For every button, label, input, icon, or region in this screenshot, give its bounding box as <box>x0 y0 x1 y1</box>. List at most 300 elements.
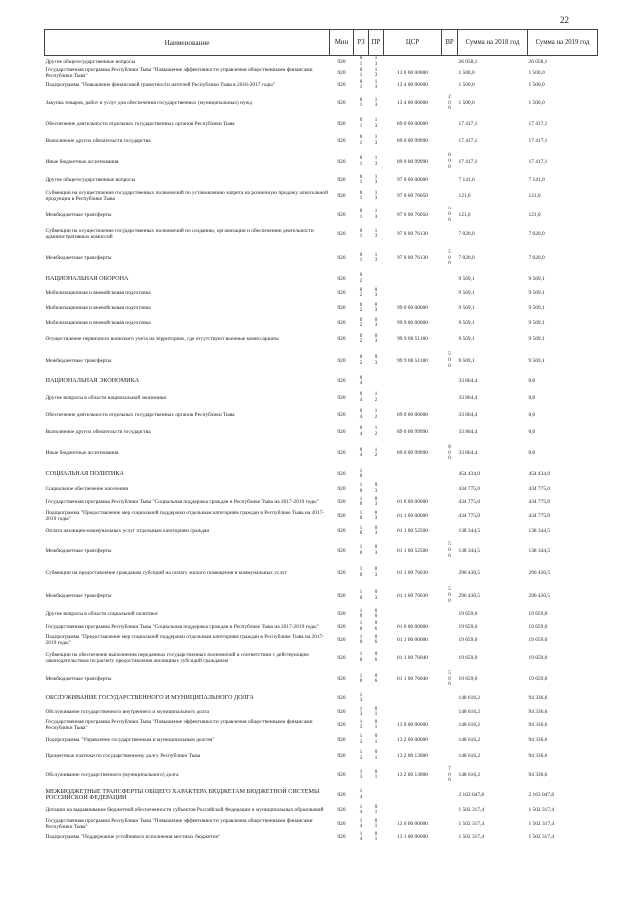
cell-sum-2019: 9 569,1 <box>528 320 545 327</box>
table-row <box>45 91 598 115</box>
cell-min: 920 <box>337 378 346 385</box>
cell-name: Дотации на выравнивание бюджетной обеспеченности субъектов Российской Федерации и муниципальных образований <box>45 807 324 814</box>
cell-pr-value: 0 6 <box>374 652 378 663</box>
cell-vr <box>442 423 458 440</box>
cell-name: Другие вопросы в области национальной экономики <box>45 394 167 401</box>
cell-min: 920 <box>337 305 346 312</box>
cell-rz <box>354 423 369 440</box>
cell-sum-2018: 148 616,2 <box>458 736 481 743</box>
cell-sum-2018: 33 864,4 <box>458 428 478 435</box>
table-row <box>45 803 598 817</box>
cell-vr <box>442 206 458 223</box>
cell-rz <box>354 764 369 786</box>
table-row <box>45 174 598 186</box>
cell-vr <box>442 482 458 495</box>
cell-vr-value: 8 0 0 <box>448 444 451 462</box>
cell-csr <box>384 286 442 300</box>
cell-sum-2018: 2 163 047,8 <box>458 791 485 798</box>
cell-vr <box>442 286 458 300</box>
cell-sum-2019: 0,0 <box>528 428 536 435</box>
table-row <box>45 286 598 300</box>
cell-sum-2019: 17 417,1 <box>528 137 548 144</box>
cell-sum-2019: 0,0 <box>528 394 536 401</box>
cell-vr <box>442 174 458 186</box>
cell-csr: 01 1 00 00000 <box>397 637 428 644</box>
cell-rz <box>354 348 369 373</box>
cell-min: 920 <box>337 695 346 702</box>
cell-name: Осуществление первичного воинского учета на территориях, где отсутствуют военные комиссариаты <box>45 336 279 343</box>
cell-pr-value: 0 3 <box>374 302 378 314</box>
cell-min: 920 <box>337 499 346 506</box>
cell-csr: 89 0 00 99990 <box>397 158 428 165</box>
cell-rz-value: 1 4 <box>359 789 363 800</box>
cell-min: 920 <box>337 709 346 716</box>
cell-pr <box>369 186 384 206</box>
cell-vr <box>442 389 458 406</box>
table-row <box>45 348 598 373</box>
cell-rz-value: 1 3 <box>359 719 363 731</box>
cell-min: 920 <box>337 676 346 683</box>
cell-pr-value: 0 1 <box>374 734 378 745</box>
cell-rz-value: 0 1 <box>359 174 363 186</box>
cell-pr <box>369 91 384 115</box>
cell-min: 920 <box>337 177 346 184</box>
cell-rz <box>354 330 369 348</box>
cell-name: Подпрограмма "Управление государственным и муниципальным долгом" <box>45 736 215 743</box>
cell-rz-value: 1 4 <box>359 804 363 816</box>
header-min: Мин <box>330 30 354 56</box>
cell-sum-2019: 9 569,1 <box>528 336 545 343</box>
cell-pr <box>369 206 384 223</box>
cell-csr <box>384 803 442 817</box>
cell-sum-2018: 9 569,1 <box>458 357 475 364</box>
cell-rz-value: 0 2 <box>359 317 363 329</box>
table-row <box>45 79 598 91</box>
cell-min: 920 <box>337 320 346 327</box>
cell-csr: 01 0 00 00000 <box>397 499 428 506</box>
cell-rz <box>354 803 369 817</box>
cell-pr <box>369 539 384 562</box>
header-rz: РЗ <box>354 30 369 56</box>
cell-min: 920 <box>337 513 346 520</box>
cell-sum-2018: 19 659,0 <box>458 637 478 644</box>
cell-pr-value: 1 3 <box>374 79 378 91</box>
cell-sum-2019: 26 058,1 <box>528 58 548 65</box>
cell-csr <box>384 690 442 706</box>
cell-name: Выполнение других обязательств государства <box>45 428 151 435</box>
cell-csr: 01 0 00 00000 <box>397 623 428 630</box>
cell-sum-2018: 148 616,2 <box>458 752 481 759</box>
cell-min: 920 <box>337 158 346 165</box>
table-row <box>45 316 598 330</box>
header-sum-2019: Сумма на 2019 год <box>528 30 598 56</box>
cell-name: Обслуживание государственного внутреннего и муниципального долга <box>45 709 210 716</box>
cell-vr <box>442 67 458 79</box>
cell-pr <box>369 300 384 316</box>
cell-csr: 89 0 00 99990 <box>397 137 428 144</box>
cell-rz <box>354 223 369 245</box>
cell-min: 920 <box>337 255 346 262</box>
cell-csr: 01 1 00 76040 <box>397 676 428 683</box>
cell-min: 920 <box>337 231 346 238</box>
cell-sum-2019: 94 336,6 <box>528 722 548 729</box>
table-row <box>45 583 598 608</box>
cell-csr: 01 1 00 52500 <box>397 528 428 535</box>
cell-rz <box>354 245 369 271</box>
cell-sum-2018: 148 616,2 <box>458 722 481 729</box>
cell-rz <box>354 620 369 633</box>
cell-pr <box>369 56 384 68</box>
cell-pr-value: 0 3 <box>374 496 378 508</box>
cell-pr-value: 1 3 <box>374 56 378 67</box>
cell-rz <box>354 718 369 732</box>
cell-rz <box>354 132 369 149</box>
cell-vr-value: 5 0 0 <box>448 670 451 688</box>
cell-sum-2018: 1 502 317,4 <box>458 834 485 841</box>
cell-rz-value: 1 3 <box>359 734 363 745</box>
cell-pr <box>369 223 384 245</box>
cell-vr <box>442 732 458 747</box>
cell-vr <box>442 149 458 174</box>
cell-pr-value: 1 3 <box>374 156 378 167</box>
cell-csr: 97 0 00 76130 <box>397 231 428 238</box>
cell-vr <box>442 132 458 149</box>
cell-name: Межбюджетные трансферты <box>45 676 112 683</box>
cell-pr <box>369 647 384 668</box>
cell-csr: 97 0 00 00000 <box>397 177 428 184</box>
cell-sum-2019: 2 163 047,8 <box>528 791 555 798</box>
cell-pr <box>369 423 384 440</box>
cell-sum-2018: 148 616,2 <box>458 695 481 702</box>
cell-rz-value: 0 2 <box>359 355 363 366</box>
cell-sum-2019: 19 659,0 <box>528 623 548 630</box>
cell-sum-2018: 33 864,4 <box>458 394 478 401</box>
cell-rz <box>354 271 369 286</box>
cell-pr-value: 0 3 <box>374 525 378 537</box>
cell-rz <box>354 206 369 223</box>
cell-sum-2018: 148 616,2 <box>458 772 481 779</box>
cell-sum-2018: 434 775,0 <box>458 485 481 492</box>
header-pr: ПР <box>369 30 384 56</box>
cell-sum-2019: 19 659,0 <box>528 676 548 683</box>
cell-csr: 01 1 00 00000 <box>397 513 428 520</box>
cell-min: 920 <box>337 752 346 759</box>
cell-pr-value: 0 1 <box>374 769 378 781</box>
cell-rz-value: 0 1 <box>359 252 363 264</box>
cell-sum-2019: 1 502 317,4 <box>528 807 555 814</box>
cell-sum-2018: 138 344,5 <box>458 528 481 535</box>
cell-rz-value: 1 3 <box>359 706 363 718</box>
cell-pr <box>369 718 384 732</box>
cell-csr: 89 0 00 00000 <box>397 411 428 418</box>
cell-vr <box>442 91 458 115</box>
cell-vr <box>442 523 458 539</box>
cell-pr-value: 0 3 <box>374 567 378 578</box>
cell-vr <box>442 245 458 271</box>
cell-pr-value: 0 1 <box>374 750 378 761</box>
table-header-row <box>45 30 598 56</box>
table-row <box>45 668 598 690</box>
cell-pr-value: 1 3 <box>374 209 378 220</box>
cell-sum-2019: 17 417,1 <box>528 120 548 127</box>
cell-vr-value: 7 0 0 <box>448 766 451 784</box>
cell-pr <box>369 764 384 786</box>
cell-rz-value: 0 1 <box>359 118 363 129</box>
cell-csr: 99 9 00 51180 <box>397 336 428 343</box>
cell-sum-2018: 9 569,1 <box>458 336 475 343</box>
page-number: 22 <box>560 15 569 25</box>
table-row <box>45 764 598 786</box>
cell-sum-2019: 0,0 <box>528 411 536 418</box>
cell-rz <box>354 56 369 68</box>
cell-rz-value: 0 4 <box>359 426 363 437</box>
cell-sum-2019: 17 417,1 <box>528 158 548 165</box>
table-row <box>45 706 598 718</box>
cell-min: 920 <box>337 428 346 435</box>
cell-min: 920 <box>337 547 346 554</box>
cell-sum-2018: 9 569,1 <box>458 290 475 297</box>
cell-name: ОБСЛУЖИВАНИЕ ГОСУДАРСТВЕННОГО И МУНИЦИПАЛЬНОГО ДОЛГА <box>45 694 254 702</box>
table-row <box>45 523 598 539</box>
cell-csr: 97 0 00 76050 <box>397 211 428 218</box>
cell-sum-2018: 7 141,0 <box>458 177 475 184</box>
cell-rz-value: 0 2 <box>359 302 363 314</box>
cell-name: Подпрограмма "Поддержание устойчивого исполнения местных бюджетов" <box>45 834 221 841</box>
cell-rz-value: 1 0 <box>359 608 363 620</box>
cell-name: Государственная программа Республики Тыва "Повышение эффективности управления общественными финансами Республики Тыва" <box>45 67 313 80</box>
cell-pr-value: 0 1 <box>374 831 378 843</box>
cell-rz <box>354 300 369 316</box>
cell-sum-2018: 148 616,2 <box>458 709 481 716</box>
cell-min: 920 <box>337 722 346 729</box>
cell-vr <box>442 330 458 348</box>
cell-name: Субвенции на осуществление государственных полномочий по созданию, организации и обеспечению деятельности административных комиссий <box>45 228 314 241</box>
cell-csr <box>384 608 442 620</box>
cell-name: Мобилизационная и вневойсковая подготовка <box>45 305 151 312</box>
cell-pr-value: 1 2 <box>374 409 378 420</box>
cell-rz-value: 1 0 <box>359 468 363 480</box>
header-csr: ЦСР <box>384 30 442 56</box>
cell-pr <box>369 373 384 389</box>
table-row <box>45 132 598 149</box>
cell-sum-2019: 1 500,0 <box>528 82 545 89</box>
cell-min: 920 <box>337 471 346 478</box>
cell-sum-2019: 121,0 <box>528 211 541 218</box>
cell-rz-value: 0 1 <box>359 228 363 240</box>
cell-sum-2019: 19 659,0 <box>528 637 548 644</box>
cell-vr <box>442 764 458 786</box>
cell-sum-2019: 1 500,0 <box>528 100 545 107</box>
cell-min: 920 <box>337 290 346 297</box>
cell-name: Подпрограмма "Повышение финансовой грамотности жителей Республики Тыва в 2016-2017 годы" <box>45 82 275 89</box>
cell-sum-2018: 1 500,0 <box>458 100 475 107</box>
table-row <box>45 423 598 440</box>
cell-rz <box>354 608 369 620</box>
cell-sum-2018: 1 500,0 <box>458 70 475 77</box>
table-row <box>45 440 598 466</box>
cell-sum-2018: 1 502 317,4 <box>458 807 485 814</box>
cell-name: Иные бюджетные ассигнования <box>45 158 119 165</box>
cell-rz <box>354 149 369 174</box>
cell-vr <box>442 786 458 803</box>
table-row <box>45 539 598 562</box>
cell-csr: 99 9 00 00000 <box>397 320 428 327</box>
cell-rz <box>354 831 369 843</box>
cell-csr: 01 1 00 52500 <box>397 547 428 554</box>
cell-rz-value: 1 0 <box>359 496 363 508</box>
cell-vr <box>442 620 458 633</box>
cell-name: Подпрограмма "Предоставление мер социальной поддержки отдельным категориям граждан в Республике Тыва на 2017-2019 годы" <box>45 510 325 523</box>
cell-rz <box>354 732 369 747</box>
cell-name: НАЦИОНАЛЬНАЯ ЭКОНОМИКА <box>45 377 140 385</box>
cell-sum-2019: 94 336,6 <box>528 752 548 759</box>
cell-rz-value: 1 0 <box>359 590 363 601</box>
cell-pr-value: 1 3 <box>374 97 378 109</box>
cell-vr <box>442 115 458 132</box>
cell-rz <box>354 817 369 831</box>
cell-pr <box>369 732 384 747</box>
cell-min: 920 <box>337 58 346 65</box>
cell-pr-value: 1 3 <box>374 174 378 186</box>
cell-sum-2019: 1 500,0 <box>528 70 545 77</box>
cell-rz-value: 1 4 <box>359 831 363 843</box>
cell-sum-2018: 7 020,0 <box>458 255 475 262</box>
cell-rz <box>354 482 369 495</box>
cell-sum-2019: 94 336,6 <box>528 695 548 702</box>
cell-pr-value: 0 3 <box>374 510 378 522</box>
table-row <box>45 718 598 732</box>
cell-csr: 13 2 00 13000 <box>397 752 428 759</box>
table-row <box>45 389 598 406</box>
cell-rz <box>354 706 369 718</box>
cell-pr <box>369 747 384 764</box>
cell-rz <box>354 647 369 668</box>
cell-rz <box>354 79 369 91</box>
cell-min: 920 <box>337 654 346 661</box>
cell-rz <box>354 91 369 115</box>
cell-pr-value: 0 3 <box>374 590 378 601</box>
cell-name: Субвенции на обеспечение выполнения переданных государственных полномочий в соответствии с действующим законодательством по расчету предоставления жилищных субсидий гражданам <box>45 651 309 664</box>
table-row <box>45 406 598 423</box>
cell-min: 920 <box>337 623 346 630</box>
cell-min: 920 <box>337 70 346 77</box>
cell-rz-value: 0 1 <box>359 135 363 146</box>
cell-min: 920 <box>337 637 346 644</box>
cell-csr <box>384 373 442 389</box>
table-row <box>45 690 598 706</box>
cell-sum-2018: 17 417,1 <box>458 158 478 165</box>
cell-sum-2019: 434 775,0 <box>528 499 551 506</box>
cell-rz-value: 1 0 <box>359 510 363 522</box>
cell-rz-value: 0 4 <box>359 409 363 420</box>
cell-name: Межбюджетные трансферты <box>45 357 112 364</box>
cell-pr <box>369 786 384 803</box>
cell-rz <box>354 67 369 79</box>
cell-rz-value: 0 1 <box>359 156 363 167</box>
cell-csr: 13 4 00 00000 <box>397 82 428 89</box>
cell-vr <box>442 56 458 68</box>
cell-pr <box>369 690 384 706</box>
cell-vr-value: 5 0 0 <box>448 587 451 604</box>
cell-rz-value: 0 1 <box>359 79 363 91</box>
cell-sum-2018: 121,0 <box>458 211 471 218</box>
cell-pr-value: 1 3 <box>374 252 378 264</box>
cell-pr <box>369 706 384 718</box>
cell-rz <box>354 690 369 706</box>
cell-sum-2018: 19 659,0 <box>458 676 478 683</box>
cell-vr <box>442 539 458 562</box>
header-name: Наименование <box>45 30 330 56</box>
cell-pr <box>369 817 384 831</box>
cell-rz <box>354 495 369 509</box>
cell-sum-2019: 296 430,5 <box>528 592 551 599</box>
cell-sum-2019: 121,0 <box>528 193 541 200</box>
cell-pr <box>369 583 384 608</box>
cell-rz-value: 0 4 <box>359 375 363 387</box>
cell-name: Оплата жилищно-коммунальных услуг отдельным категориям граждан <box>45 528 210 535</box>
cell-sum-2019: 434 775,0 <box>528 513 551 520</box>
table-row <box>45 56 598 68</box>
cell-vr <box>442 495 458 509</box>
table-row <box>45 223 598 245</box>
cell-name: Процентные платежи по государственному долгу Республики Тыва <box>45 752 201 759</box>
cell-name: Межбюджетные трансферты <box>45 255 112 262</box>
cell-rz-value: 0 4 <box>359 392 363 403</box>
cell-vr <box>442 668 458 690</box>
cell-rz <box>354 115 369 132</box>
cell-sum-2018: 19 659,0 <box>458 611 478 618</box>
table-row <box>45 786 598 803</box>
cell-vr <box>442 817 458 831</box>
table-row <box>45 330 598 348</box>
cell-sum-2019: 138 344,5 <box>528 528 551 535</box>
cell-min: 920 <box>337 528 346 535</box>
cell-name: Мобилизационная и вневойсковая подготовка <box>45 320 151 327</box>
cell-rz-value: 0 2 <box>359 287 363 299</box>
cell-pr <box>369 466 384 482</box>
cell-rz-value: 1 4 <box>359 818 363 830</box>
cell-pr-value: 0 6 <box>374 673 378 685</box>
cell-csr: 99 0 00 00000 <box>397 305 428 312</box>
cell-rz <box>354 174 369 186</box>
cell-pr-value: 1 3 <box>374 67 378 79</box>
cell-sum-2018: 7 020,0 <box>458 231 475 238</box>
cell-rz <box>354 440 369 466</box>
cell-min: 920 <box>337 485 346 492</box>
cell-name: Государственная программа Республики Тыва "Социальная поддержка граждан в Республике Тыва на 2017-2019 годы" <box>45 623 319 630</box>
cell-pr-value: 1 3 <box>374 228 378 240</box>
cell-sum-2018: 33 864,4 <box>458 378 478 385</box>
cell-pr-value: 1 2 <box>374 426 378 437</box>
cell-name: Субвенции на предоставление гражданам субсидий на оплату жилого помещения и коммунальных услуг <box>45 569 287 576</box>
cell-csr: 97 0 00 76050 <box>397 193 428 200</box>
cell-name: Государственная программа Республики Тыва "Повышение эффективности управления общественными финансами Республики Тыва" <box>45 719 313 732</box>
cell-rz-value: 0 1 <box>359 97 363 109</box>
cell-pr-value: 0 3 <box>374 333 378 345</box>
cell-sum-2019: 9 569,1 <box>528 357 545 364</box>
cell-min: 920 <box>337 211 346 218</box>
cell-vr <box>442 509 458 523</box>
cell-csr: 01 1 00 76030 <box>397 569 428 576</box>
cell-sum-2019: 1 502 317,4 <box>528 834 555 841</box>
cell-pr <box>369 509 384 523</box>
cell-rz-value: 1 0 <box>359 567 363 578</box>
cell-sum-2019: 9 569,1 <box>528 305 545 312</box>
cell-vr <box>442 466 458 482</box>
cell-sum-2018: 296 430,5 <box>458 592 481 599</box>
cell-rz-value: 1 0 <box>359 652 363 663</box>
cell-pr <box>369 633 384 647</box>
